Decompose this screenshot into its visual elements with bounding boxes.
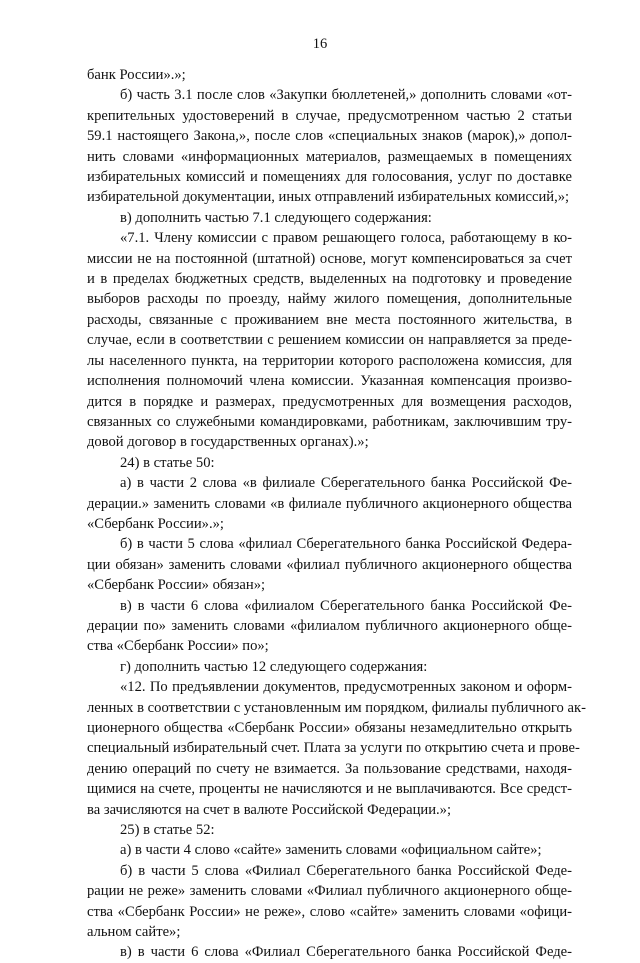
- document-body: [87, 65, 586, 963]
- text-line: ленных в соответствии с установленным им порядком, филиалы публичного ак-: [87, 699, 586, 716]
- text-line: б) часть 3.1 после слов «Закупки бюллетеней,» дополнить словами «от-: [120, 87, 572, 104]
- text-line: а) в части 4 слово «сайте» заменить словами «официальном сайте»;: [120, 842, 542, 859]
- text-line: крепительных удостоверений в случае, предусмотренном частью 2 статьи: [87, 107, 572, 124]
- text-line: «7.1. Члену комиссии с правом решающего голоса, работающему в ко-: [120, 230, 572, 247]
- text-line: б) в части 5 слова «филиал Сберегательного банка Российской Федера-: [120, 536, 572, 553]
- text-line: а) в части 2 слова «в филиале Сберегательного банка Российской Фе-: [120, 475, 572, 492]
- text-line: выборов расходы по проезду, найму жилого помещения, дополнительные: [87, 291, 572, 308]
- text-line: щимися на счете, проценты не начисляются и не выплачиваются. Все средст-: [87, 781, 572, 798]
- text-line: «Сбербанк России» обязан»;: [87, 577, 266, 594]
- text-line: 24) в статье 50:: [120, 454, 215, 471]
- text-line: нить словами «информационных материалов, размещаемых в помещениях: [87, 148, 572, 165]
- page-number: 16: [312, 36, 328, 52]
- text-line: в) в части 6 слова «Филиал Сберегательного банка Российской Феде-: [120, 944, 572, 961]
- text-line: и в пределах бюджетных средств, выделенных на подготовку и проведение: [87, 271, 572, 288]
- text-line: избирательной документации, иных отправлений избирательных комиссий,»;: [87, 189, 570, 206]
- text-line: дерации.» заменить словами «в филиале публичного акционерного общества: [87, 495, 572, 512]
- text-line: связанных со служебными командировками, работникам, заключившим тру-: [87, 413, 572, 430]
- text-line: дится в порядке и размерах, предусмотренных для возмещения расходов,: [87, 393, 572, 410]
- text-line: дерации по» заменить словами «филиалом публичного акционерного обще-: [87, 617, 572, 634]
- text-line: в) в части 6 слова «филиалом Сберегательного банка Российской Фе-: [120, 597, 572, 614]
- text-line: избирательных комиссий и помещениях для голосования, услуг по доставке: [87, 169, 572, 186]
- text-line: миссии не на постоянной (штатной) основе, могут компенсироваться за счет: [87, 250, 572, 267]
- text-line: ции обязан» заменить словами «филиал публичного акционерного общества: [87, 556, 572, 573]
- text-line: 25) в статье 52:: [120, 822, 215, 839]
- text-line: в) дополнить частью 7.1 следующего содержания:: [120, 209, 432, 226]
- text-line: банк России».»;: [87, 67, 186, 83]
- text-line: лы населенного пункта, на территории которого расположена комиссия, для: [87, 352, 572, 369]
- text-line: 59.1 настоящего Закона,», после слов «специальных знаков (марок),» допол-: [87, 128, 572, 145]
- text-line: расходы, связанные с проживанием вне места постоянного жительства, в: [87, 311, 572, 328]
- text-line: дению операций по счету не взимается. За пользование средствами, находя-: [87, 760, 572, 777]
- text-line: случае, если в соответствии с решением комиссии он направляется за преде-: [87, 332, 572, 349]
- text-line: ционерного общества «Сбербанк России» обязаны незамедлительно открыть: [87, 720, 572, 736]
- text-line: исполнения полномочий члена комиссии. Указанная компенсация произво-: [87, 373, 572, 390]
- text-line: специальный избирательный счет. Плата за услуги по открытию счета и прове-: [87, 740, 580, 757]
- text-line: «12. По предъявлении документов, предусмотренных законом и оформ-: [120, 679, 572, 696]
- text-line: ства «Сбербанк России» по»;: [87, 638, 269, 655]
- text-line: рации не реже» заменить словами «Филиал публичного акционерного обще-: [87, 883, 572, 900]
- text-line: «Сбербанк России».»;: [87, 515, 224, 532]
- text-line: альном сайте»;: [87, 924, 181, 941]
- text-line: б) в части 5 слова «Филиал Сберегательного банка Российской Феде-: [120, 862, 572, 879]
- text-line: ства «Сбербанк России» не реже», слово «сайте» заменить словами «офици-: [87, 903, 572, 920]
- text-line: ва зачисляются на счет в валюте Российской Федерации.»;: [87, 801, 452, 818]
- text-line: г) дополнить частью 12 следующего содержания:: [120, 658, 428, 675]
- text-line: довой договор в государственных органах).»;: [87, 434, 369, 451]
